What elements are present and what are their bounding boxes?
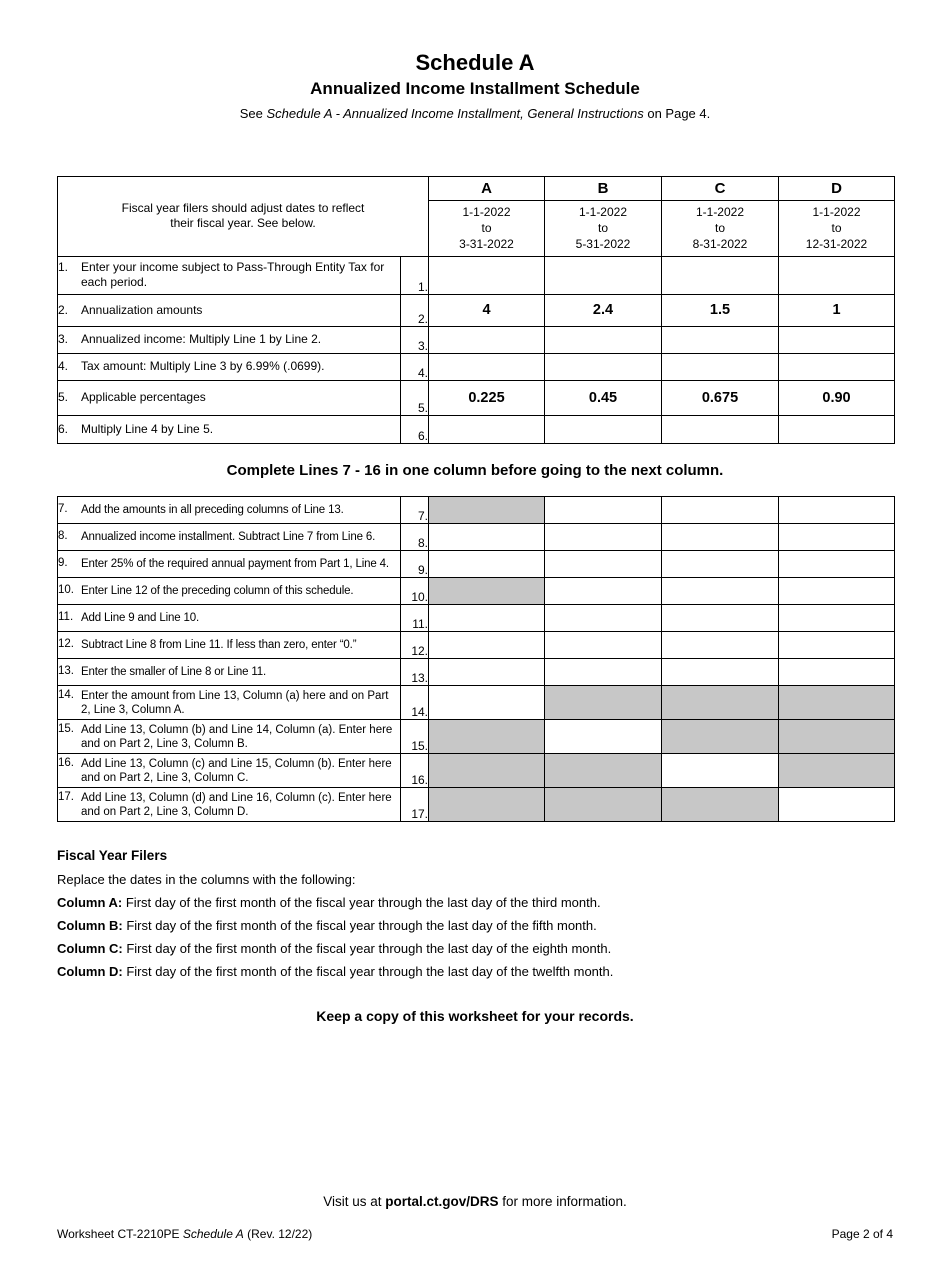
line-label: Subtract Line 8 from Line 11. If less than zero, enter “0.”	[81, 639, 357, 652]
line-label: Add Line 9 and Line 10.	[81, 612, 200, 625]
entry-cell	[429, 415, 545, 443]
line-label: Annualization amounts	[81, 302, 203, 317]
table-row-line-11	[58, 605, 895, 632]
document-id: Worksheet CT-2210PE Schedule A (Rev. 12/22)	[57, 1227, 313, 1241]
see-instruction: See Schedule A - Annualized Income Installment, General Instructions on Page 4.	[239, 105, 711, 121]
table-row-line-17	[58, 788, 895, 822]
entry-cell	[662, 524, 779, 551]
schedule-table-lines1-6	[57, 176, 895, 444]
table-row-line-1	[58, 256, 895, 294]
entry-cell	[662, 256, 779, 294]
entry-cell	[779, 788, 895, 822]
entry-cell: 0.225	[429, 380, 545, 415]
entry-cell	[429, 754, 545, 788]
line-label: Tax amount: Multiply Line 3 by 6.99% (.0699).	[81, 359, 325, 374]
table-row-line-3	[58, 326, 895, 353]
entry-cell	[545, 551, 662, 578]
line-number: 3.	[58, 332, 69, 347]
entry-cell	[779, 326, 895, 353]
entry-cell	[662, 686, 779, 720]
line-number-col: 13.	[401, 659, 429, 686]
line-number: 14.	[58, 688, 74, 701]
line-label: Add Line 13, Column (c) and Line 15, Column (b). Enter here and on Part 2, Line 3, Column C.	[81, 757, 392, 784]
line-number-col: 15.	[401, 720, 429, 754]
line-number: 9.	[58, 557, 68, 570]
line-number: 13.	[58, 665, 74, 678]
line-number-col: 10.	[401, 578, 429, 605]
table-row-line-6	[58, 415, 895, 443]
entry-cell	[429, 788, 545, 822]
line-number: 5.	[58, 390, 69, 405]
entry-cell	[662, 353, 779, 380]
date-range-c: 1-1-2022 to 8-31-2022	[662, 200, 779, 256]
entry-cell	[545, 326, 662, 353]
entry-cell	[429, 632, 545, 659]
table-row-line-13	[58, 659, 895, 686]
fiscal-filers-heading: Fiscal Year Filers	[57, 848, 168, 864]
entry-cell	[779, 659, 895, 686]
entry-cell	[545, 788, 662, 822]
table-row-line-16	[58, 754, 895, 788]
visit-line: Visit us at portal.ct.gov/DRS for more information.	[323, 1194, 627, 1209]
line-label: Enter Line 12 of the preceding column of this schedule.	[81, 585, 354, 598]
line-label: Annualized income: Multiply Line 1 by Line 2.	[81, 332, 322, 347]
entry-cell	[779, 353, 895, 380]
line-number-col: 5.	[401, 380, 429, 415]
column-label: Column C:	[57, 940, 123, 956]
table-row-line-5	[58, 380, 895, 415]
column-label: Column B:	[57, 918, 123, 934]
line-number: 8.	[58, 530, 68, 543]
entry-cell	[545, 720, 662, 754]
entry-cell	[545, 256, 662, 294]
line-label: Enter your income subject to Pass-Through Entity Tax for each period.	[81, 260, 385, 290]
line-number: 11.	[58, 611, 74, 624]
line-number-col: 12.	[401, 632, 429, 659]
line-number-col: 9.	[401, 551, 429, 578]
fiscal-item-column-a: Column A: First day of the first month of the fiscal year through the last day of the third month.	[57, 895, 601, 911]
entry-cell	[545, 524, 662, 551]
entry-cell	[779, 497, 895, 524]
line-number: 15.	[58, 722, 74, 735]
page-footer	[57, 1227, 893, 1241]
entry-cell	[662, 497, 779, 524]
line-label: Enter 25% of the required annual payment from Part 1, Line 4.	[81, 558, 389, 571]
entry-cell	[779, 720, 895, 754]
column-header-d: D	[779, 176, 895, 200]
fiscal-intro: Replace the dates in the columns with the following:	[57, 872, 356, 888]
line-number-col: 11.	[401, 605, 429, 632]
entry-cell	[662, 605, 779, 632]
table-row-line-14	[58, 686, 895, 720]
document-page	[0, 50, 950, 1024]
entry-cell: 2.4	[545, 294, 662, 326]
entry-cell	[779, 578, 895, 605]
entry-cell: 4	[429, 294, 545, 326]
column-header-b: B	[545, 176, 662, 200]
table-row-line-9	[58, 551, 895, 578]
entry-cell	[545, 497, 662, 524]
table-row-line-12	[58, 632, 895, 659]
line-number-col: 17.	[401, 788, 429, 822]
table-row-line-8	[58, 524, 895, 551]
line-number-col: 2.	[401, 294, 429, 326]
column-header-c: C	[662, 176, 779, 200]
entry-cell	[429, 326, 545, 353]
line-number: 2.	[58, 302, 69, 317]
entry-cell: 0.90	[779, 380, 895, 415]
table-row-line-2	[58, 294, 895, 326]
entry-cell: 1	[779, 294, 895, 326]
line-number: 1.	[58, 260, 69, 275]
date-range-a: 1-1-2022 to 3-31-2022	[429, 200, 545, 256]
line-label: Add Line 13, Column (b) and Line 14, Column (a). Enter here and on Part 2, Line 3, Column B.	[81, 723, 393, 750]
line-label: Enter the smaller of Line 8 or Line 11.	[81, 666, 267, 679]
entry-cell	[429, 524, 545, 551]
entry-cell: 0.675	[662, 380, 779, 415]
entry-cell	[779, 256, 895, 294]
line-number: 10.	[58, 584, 74, 597]
entry-cell	[429, 659, 545, 686]
line-number: 17.	[58, 790, 74, 803]
line-number-col: 6.	[401, 415, 429, 443]
fiscal-item-column-b: Column B: First day of the first month of the fiscal year through the last day of the fifth month.	[57, 918, 597, 934]
entry-cell: 1.5	[662, 294, 779, 326]
entry-cell	[429, 720, 545, 754]
entry-cell	[662, 632, 779, 659]
line-label: Applicable percentages	[81, 390, 206, 405]
page-subtitle: Annualized Income Installment Schedule	[310, 79, 640, 99]
entry-cell	[545, 578, 662, 605]
date-range-d: 1-1-2022 to 12-31-2022	[779, 200, 895, 256]
page-title: Schedule A	[415, 50, 535, 75]
fiscal-note-cell: Fiscal year filers should adjust dates to reflect their fiscal year. See below.	[58, 176, 429, 256]
line-number-col: 1.	[401, 256, 429, 294]
entry-cell	[662, 551, 779, 578]
entry-cell	[779, 524, 895, 551]
entry-cell	[429, 497, 545, 524]
page-number: Page 2 of 4	[831, 1227, 893, 1241]
fiscal-item-column-d: Column D: First day of the first month of the fiscal year through the last day of the twelfth month.	[57, 963, 614, 979]
table-row-line-15	[58, 720, 895, 754]
line-number: 6.	[58, 421, 69, 436]
line-number-col: 7.	[401, 497, 429, 524]
entry-cell	[662, 326, 779, 353]
entry-cell	[545, 659, 662, 686]
line-label: Add Line 13, Column (d) and Line 16, Column (c). Enter here and on Part 2, Line 3, Column D.	[81, 791, 392, 818]
entry-cell	[779, 551, 895, 578]
column-label: Column D:	[57, 963, 123, 979]
entry-cell	[545, 632, 662, 659]
entry-cell	[779, 754, 895, 788]
line-number-col: 8.	[401, 524, 429, 551]
line-label: Annualized income installment. Subtract Line 7 from Line 6.	[81, 531, 376, 544]
entry-cell	[429, 353, 545, 380]
entry-cell	[662, 754, 779, 788]
line-number-col: 3.	[401, 326, 429, 353]
entry-cell	[545, 605, 662, 632]
entry-cell	[429, 256, 545, 294]
keep-copy-note: Keep a copy of this worksheet for your records.	[316, 1007, 634, 1024]
line-number: 7.	[58, 503, 68, 516]
entry-cell	[779, 415, 895, 443]
portal-link[interactable]: portal.ct.gov/DRS	[385, 1194, 499, 1209]
column-label: Column A:	[57, 895, 123, 911]
line-number: 16.	[58, 756, 74, 769]
line-number-col: 16.	[401, 754, 429, 788]
table-row-line-4	[58, 353, 895, 380]
line-label: Enter the amount from Line 13, Column (a) here and on Part 2, Line 3, Column A.	[81, 689, 389, 716]
entry-cell	[545, 754, 662, 788]
date-range-b: 1-1-2022 to 5-31-2022	[545, 200, 662, 256]
line-number: 4.	[58, 359, 69, 374]
middle-instruction: Complete Lines 7 - 16 in one column before going to the next column.	[226, 461, 724, 479]
entry-cell	[779, 605, 895, 632]
line-number: 12.	[58, 638, 74, 651]
fiscal-item-column-c: Column C: First day of the first month of the fiscal year through the last day of the eighth month.	[57, 940, 612, 956]
entry-cell	[545, 415, 662, 443]
entry-cell: 0.45	[545, 380, 662, 415]
entry-cell	[779, 632, 895, 659]
entry-cell	[545, 686, 662, 720]
column-header-a: A	[429, 176, 545, 200]
entry-cell	[662, 788, 779, 822]
schedule-table-lines7-17	[57, 496, 895, 822]
entry-cell	[662, 578, 779, 605]
line-number-col: 14.	[401, 686, 429, 720]
entry-cell	[662, 720, 779, 754]
entry-cell	[662, 415, 779, 443]
table-row-line-10	[58, 578, 895, 605]
entry-cell	[429, 686, 545, 720]
entry-cell	[429, 578, 545, 605]
line-label: Add the amounts in all preceding columns of Line 13.	[81, 504, 344, 517]
line-label: Multiply Line 4 by Line 5.	[81, 421, 214, 436]
table-row-line-7	[58, 497, 895, 524]
entry-cell	[429, 605, 545, 632]
entry-cell	[662, 659, 779, 686]
entry-cell	[779, 686, 895, 720]
line-number-col: 4.	[401, 353, 429, 380]
entry-cell	[545, 353, 662, 380]
entry-cell	[429, 551, 545, 578]
